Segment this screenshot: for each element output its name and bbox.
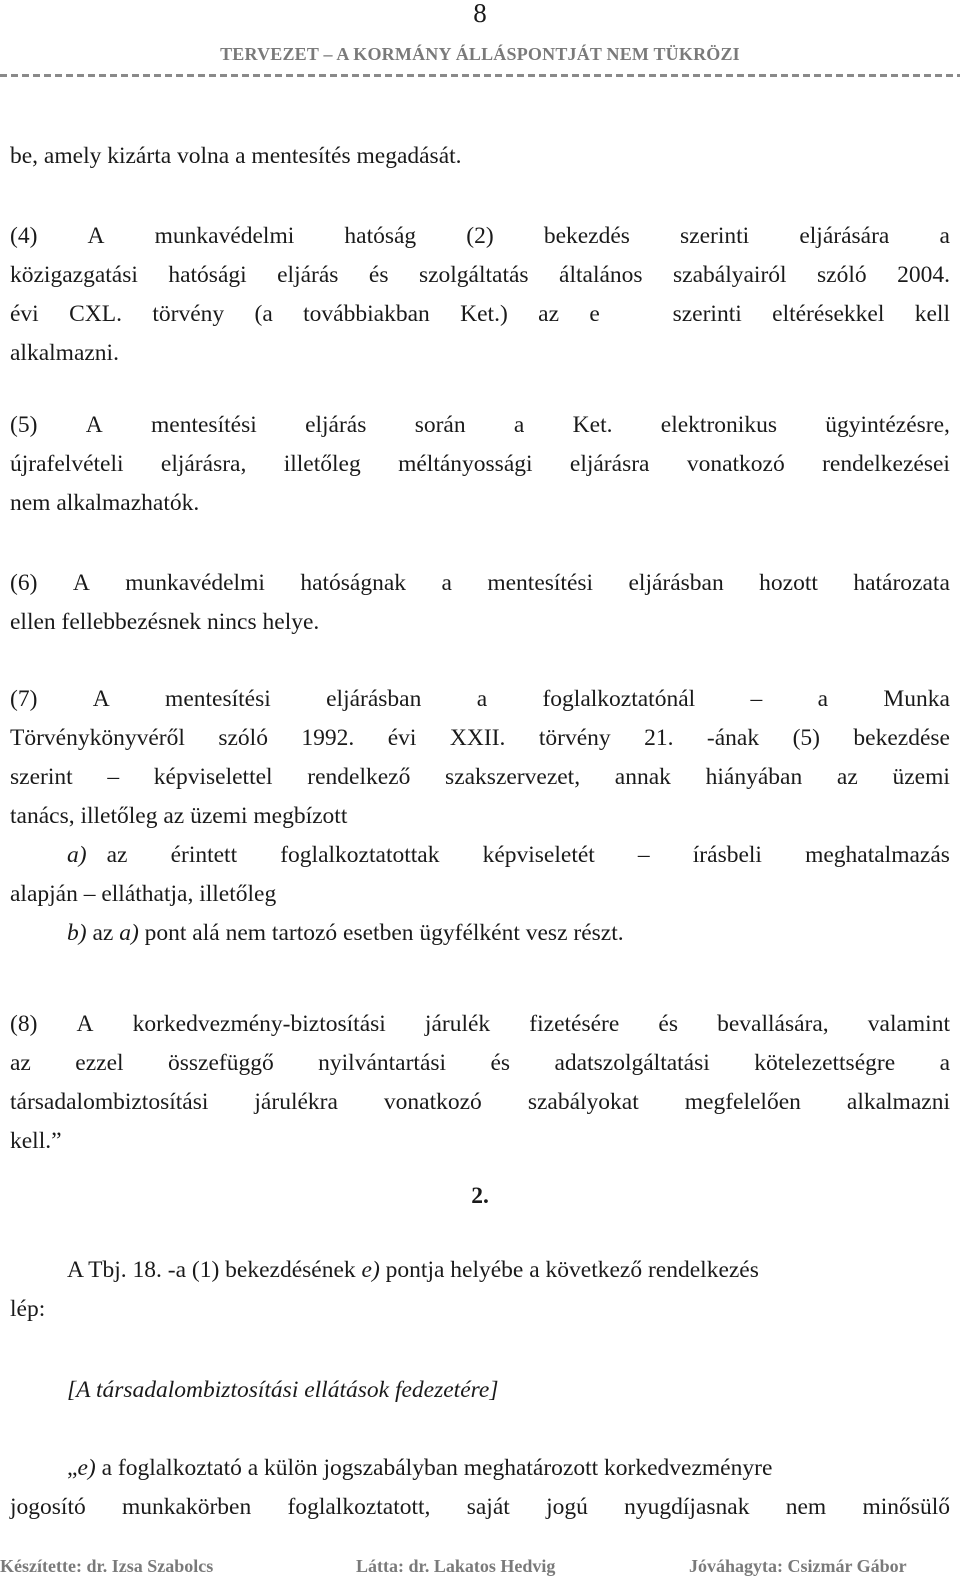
word: 2004. — [897, 262, 950, 288]
word: szabályokat — [527, 1089, 639, 1115]
bracket-heading: [A társadalombiztosítási ellátások fedezetére] — [67, 1377, 499, 1403]
word: szakszervezet, — [445, 764, 581, 790]
draft-header: TERVEZET – A KORMÁNY ÁLLÁSPONTJÁT NEM TÜKRÖZI — [220, 44, 740, 64]
word: rendelkezései — [822, 451, 950, 477]
word: a — [513, 412, 525, 438]
word: bevallására, — [717, 1011, 829, 1037]
word: során — [414, 412, 466, 438]
word: ügyintézésre, — [825, 412, 950, 438]
word: szóló — [817, 262, 867, 288]
word: a — [476, 686, 488, 712]
justified-line — [10, 1083, 950, 1122]
word: eljárás — [305, 412, 367, 438]
word: járulékra — [254, 1089, 338, 1115]
word: eljárásra — [569, 451, 650, 477]
paragraph-7 — [10, 680, 950, 953]
paragraph-line: alapján – elláthatja, illetőleg — [10, 881, 277, 907]
header-divider — [0, 74, 960, 77]
paragraph-line: kell.” — [10, 1128, 62, 1154]
word: képviselettel — [153, 764, 273, 790]
word: a — [939, 1050, 950, 1076]
word: illetőleg — [283, 451, 361, 477]
point-e-line: „e) a foglalkoztató a külön jogszabályban meghatározott korkedvezményre — [67, 1455, 773, 1481]
amendment-line: A Tbj. 18. -a (1) bekezdésének e) pontja helyébe a következő rendelkezés — [67, 1257, 759, 1283]
word: nyugdíjasnak — [624, 1494, 750, 1520]
word: munkavédelmi — [125, 570, 265, 596]
word: szerinti — [680, 223, 750, 249]
word: (4) — [10, 223, 38, 249]
word: A — [72, 570, 90, 596]
word: és — [368, 262, 389, 288]
word: eljárásban — [628, 570, 724, 596]
word: hatósági — [168, 262, 247, 288]
word: (5) — [10, 412, 38, 438]
word: munkavédelmi — [154, 223, 295, 249]
word: szolgáltatás — [418, 262, 529, 288]
word: újrafelvételi — [10, 451, 124, 477]
footer-seen: Látta: dr. Lakatos Hedvig — [356, 1556, 556, 1576]
word: Ket.) — [460, 301, 508, 327]
word: határozata — [853, 570, 950, 596]
point-e — [10, 1449, 950, 1527]
paragraph-line: tanács, illetőleg az üzemi megbízott — [10, 803, 348, 829]
footer-prepared: Készítette: dr. Izsa Szabolcs — [0, 1556, 214, 1576]
word: eljárásban — [326, 686, 422, 712]
justified-line — [10, 406, 950, 445]
word: – — [750, 686, 763, 712]
word: évi — [10, 301, 39, 327]
paragraph-line: ellen fellebbezésnek nincs helye. — [10, 609, 320, 635]
word: (a — [254, 301, 273, 327]
word: korkedvezmény-biztosítási — [132, 1011, 386, 1037]
word: -ának — [706, 725, 760, 751]
word: 21. — [644, 725, 674, 751]
word: vonatkozó — [383, 1089, 482, 1115]
word: alkalmazni — [846, 1089, 950, 1115]
word: (2) — [466, 223, 494, 249]
word: eljárásra, — [160, 451, 247, 477]
word: mentesítési — [151, 412, 257, 438]
word: évi — [387, 725, 417, 751]
amendment-line-2: lép: — [10, 1296, 46, 1322]
paragraph-6 — [10, 564, 950, 642]
word: törvény — [538, 725, 611, 751]
point-a-marker: a) — [67, 842, 87, 868]
word: továbbiakban — [303, 301, 430, 327]
section-title: 2. — [471, 1183, 489, 1209]
word: jogú — [546, 1494, 588, 1520]
justified-line — [10, 217, 950, 256]
word: foglalkoztatottak — [280, 842, 440, 868]
word: hiányában — [705, 764, 803, 790]
word: Munka — [883, 686, 950, 712]
word: szerint — [10, 764, 73, 790]
word: (5) — [792, 725, 820, 751]
line-continuation: be, amely kizárta volna a mentesítés megadását. — [10, 143, 462, 169]
word: Törvénykönyvéről — [10, 725, 185, 751]
justified-line — [10, 1005, 950, 1044]
word: hatóság — [344, 223, 417, 249]
word: mentesítési — [165, 686, 271, 712]
word: meghatalmazás — [805, 842, 950, 868]
word: (7) — [10, 686, 38, 712]
word: vonatkozó — [686, 451, 785, 477]
word: adatszolgáltatási — [554, 1050, 710, 1076]
word: XXII. — [449, 725, 506, 751]
word: az — [106, 842, 128, 868]
word: és — [490, 1050, 511, 1076]
word: képviseletét — [482, 842, 595, 868]
word: hatóságnak — [300, 570, 407, 596]
paragraph-line: alkalmazni. — [10, 340, 119, 366]
word: foglalkoztatónál — [542, 686, 696, 712]
word: A — [76, 1011, 94, 1037]
word: eltérésekkel — [772, 301, 885, 327]
justified-line — [10, 680, 950, 719]
word: összefüggő — [167, 1050, 274, 1076]
word: az — [538, 301, 560, 327]
justified-line — [10, 256, 950, 295]
word: Ket. — [572, 412, 613, 438]
word: 1992. — [301, 725, 355, 751]
word: a — [441, 570, 452, 596]
word: szabályairól — [673, 262, 787, 288]
word: bekezdése — [853, 725, 950, 751]
word: az — [836, 764, 858, 790]
justified-line — [10, 719, 950, 758]
word: ezzel — [75, 1050, 124, 1076]
word: bekezdés — [543, 223, 630, 249]
word: elektronikus — [660, 412, 777, 438]
word: írásbeli — [692, 842, 762, 868]
paragraph-5 — [10, 406, 950, 523]
word: annak — [614, 764, 671, 790]
page-number: 8 — [473, 0, 487, 28]
word: járulék — [424, 1011, 491, 1037]
word: kell — [914, 301, 950, 327]
word: társadalombiztosítási — [10, 1089, 209, 1115]
footer-approved: Jóváhagyta: Csizmár Gábor — [689, 1556, 907, 1576]
word: e — [589, 301, 600, 327]
justified-line — [10, 1488, 950, 1527]
section-sign-glyph — [630, 295, 642, 334]
word: és — [658, 1011, 678, 1037]
word: a — [817, 686, 829, 712]
point-a-line — [10, 836, 950, 875]
point-b-marker: b) — [67, 920, 87, 946]
paragraph-4 — [10, 217, 950, 373]
justified-line — [10, 445, 950, 484]
word: mentesítési — [487, 570, 594, 596]
word: – — [107, 764, 120, 790]
word: eljárás — [277, 262, 339, 288]
word: A — [92, 686, 110, 712]
word: munkakörben — [122, 1494, 252, 1520]
paragraph-line: nem alkalmazhatók. — [10, 490, 200, 516]
word: hozott — [759, 570, 818, 596]
point-b-line: b) az a) pont alá nem tartozó esetben ügyfélként vesz részt. — [67, 920, 624, 946]
point-a-words — [107, 836, 950, 875]
word: a — [939, 223, 950, 249]
justified-line — [10, 564, 950, 603]
word: (8) — [10, 1011, 38, 1037]
word: (6) — [10, 570, 38, 596]
word: minősülő — [862, 1494, 950, 1520]
justified-line — [10, 1044, 950, 1083]
word: – — [637, 842, 650, 868]
word: méltányossági — [398, 451, 533, 477]
word: valamint — [867, 1011, 950, 1037]
word: általános — [559, 262, 643, 288]
paragraph-8 — [10, 1005, 950, 1161]
word: fizetésére — [529, 1011, 620, 1037]
word: A — [85, 412, 103, 438]
word: foglalkoztatott, — [287, 1494, 431, 1520]
word: CXL. — [69, 301, 122, 327]
justified-line — [10, 758, 950, 797]
word: kötelezettségre — [754, 1050, 896, 1076]
word: A — [87, 223, 105, 249]
word: saját — [466, 1494, 510, 1520]
word: az — [10, 1050, 31, 1076]
word: szóló — [218, 725, 268, 751]
word: rendelkező — [307, 764, 411, 790]
word: nyilvántartási — [318, 1050, 447, 1076]
word: érintett — [170, 842, 238, 868]
word: eljárására — [799, 223, 890, 249]
word: nem — [785, 1494, 827, 1520]
justified-line — [10, 295, 950, 334]
word: közigazgatási — [10, 262, 138, 288]
word: törvény — [152, 301, 225, 327]
word: üzemi — [892, 764, 950, 790]
word: megfelelően — [684, 1089, 801, 1115]
word: jogosító — [10, 1494, 86, 1520]
word: szerinti — [672, 301, 742, 327]
amendment-intro — [10, 1251, 950, 1329]
